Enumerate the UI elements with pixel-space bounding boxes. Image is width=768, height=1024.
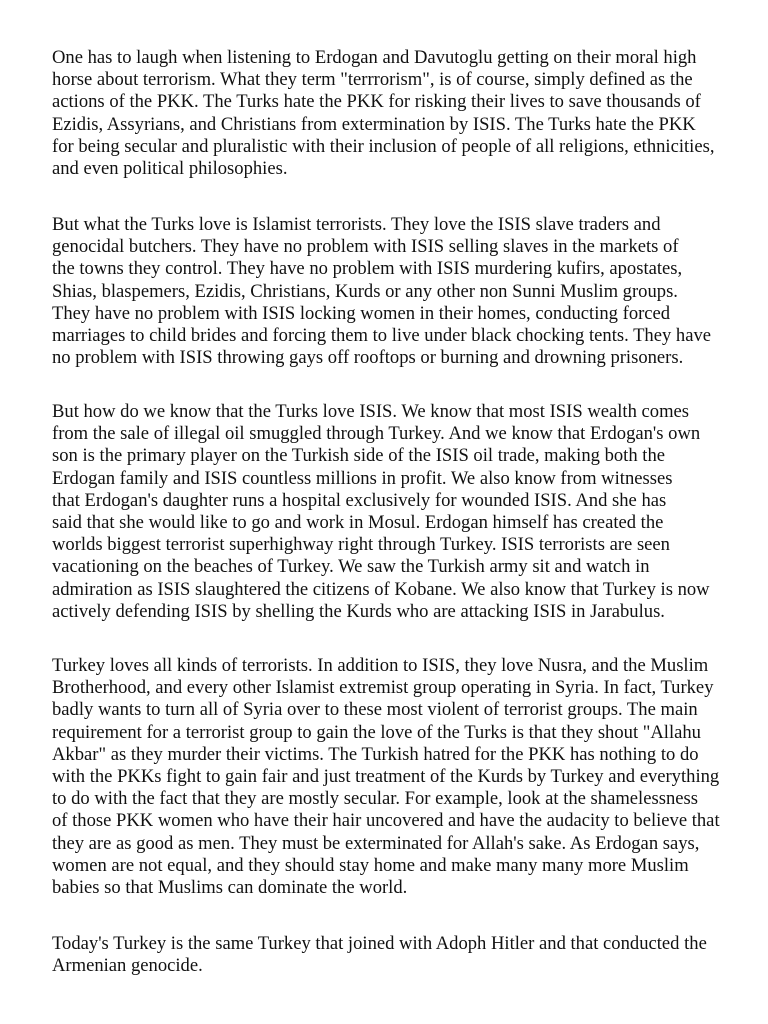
text-line: worlds biggest terrorist superhighway right through Turkey. ISIS terrorists are seen [52, 534, 670, 556]
text-line: Erdogan family and ISIS countless millions in profit. We also know from witnesses [52, 467, 673, 489]
text-line: of those PKK women who have their hair uncovered and have the audacity to believe that [52, 810, 720, 832]
text-line: actions of the PKK. The Turks hate the PKK for risking their lives to save thousands of [52, 91, 701, 113]
text-line: Shias, blaspemers, Ezidis, Christians, Kurds or any other non Sunni Muslim groups. [52, 280, 678, 302]
text-line: Armenian genocide. [52, 955, 203, 977]
text-line: son is the primary player on the Turkish side of the ISIS oil trade, making both the [52, 445, 666, 467]
text-line: They have no problem with ISIS locking women in their homes, conducting forced [52, 302, 671, 324]
text-line: with the PKKs fight to gain fair and just treatment of the Kurds by Turkey and everything [52, 765, 720, 787]
text-line: Brotherhood, and every other Islamist extremist group operating in Syria. In fact, Turkey [52, 677, 714, 699]
text-line: badly wants to turn all of Syria over to these most violent of terrorist groups. The main [52, 699, 698, 721]
text-line: the towns they control. They have no problem with ISIS murdering kufirs, apostates, [52, 258, 683, 280]
text-line: Ezidis, Assyrians, and Christians from extermination by ISIS. The Turks hate the PKK [52, 113, 696, 135]
paragraph [52, 401, 752, 623]
text-line: that Erdogan's daughter runs a hospital exclusively for wounded ISIS. And she has [52, 489, 667, 511]
text-line: marriages to child brides and forcing them to live under black chocking tents. They have [52, 324, 712, 346]
text-line: babies so that Muslims can dominate the world. [52, 876, 408, 898]
text-line: from the sale of illegal oil smuggled through Turkey. And we know that Erdogan's own [52, 423, 701, 445]
text-line: they are as good as men. They must be exterminated for Allah's sake. As Erdogan says, [52, 832, 700, 854]
text-line: for being secular and pluralistic with their inclusion of people of all religions, ethnicities, [52, 135, 715, 157]
paragraph [52, 655, 752, 899]
text-line: Turkey loves all kinds of terrorists. In addition to ISIS, they love Nusra, and the Muslim [52, 655, 709, 676]
text-line: said that she would like to go and work in Mosul. Erdogan himself has created the [52, 511, 664, 533]
text-line: But what the Turks love is Islamist terrorists. They love the ISIS slave traders and [52, 214, 661, 235]
text-line: horse about terrorism. What they term "terrrorism", is of course, simply defined as the [52, 69, 693, 91]
paragraph [52, 214, 752, 369]
text-line: vacationing on the beaches of Turkey. We saw the Turkish army sit and watch in [52, 556, 650, 578]
text-line: genocidal butchers. They have no problem with ISIS selling slaves in the markets of [52, 236, 679, 258]
text-line: requirement for a terrorist group to gain the love of the Turks is that they shout "Allahu [52, 721, 701, 743]
text-line: actively defending ISIS by shelling the Kurds who are attacking ISIS in Jarabulus. [52, 600, 665, 622]
text-line: no problem with ISIS throwing gays off rooftops or burning and drowning prisoners. [52, 347, 684, 369]
text-line: Today's Turkey is the same Turkey that joined with Adoph Hitler and that conducted the [52, 933, 707, 954]
text-line: Akbar" as they murder their victims. The Turkish hatred for the PKK has nothing to do [52, 743, 699, 765]
paragraph [52, 933, 752, 977]
paragraph [52, 47, 752, 180]
text-line: But how do we know that the Turks love ISIS. We know that most ISIS wealth comes [52, 401, 690, 422]
text-line: women are not equal, and they should stay home and make many many more Muslim [52, 854, 689, 876]
text-line: admiration as ISIS slaughtered the citizens of Kobane. We also know that Turkey is now [52, 578, 710, 600]
text-line: to do with the fact that they are mostly secular. For example, look at the shamelessness [52, 788, 698, 810]
text-line: and even political philosophies. [52, 157, 288, 179]
text-line: One has to laugh when listening to Erdogan and Davutoglu getting on their moral high [52, 47, 697, 68]
